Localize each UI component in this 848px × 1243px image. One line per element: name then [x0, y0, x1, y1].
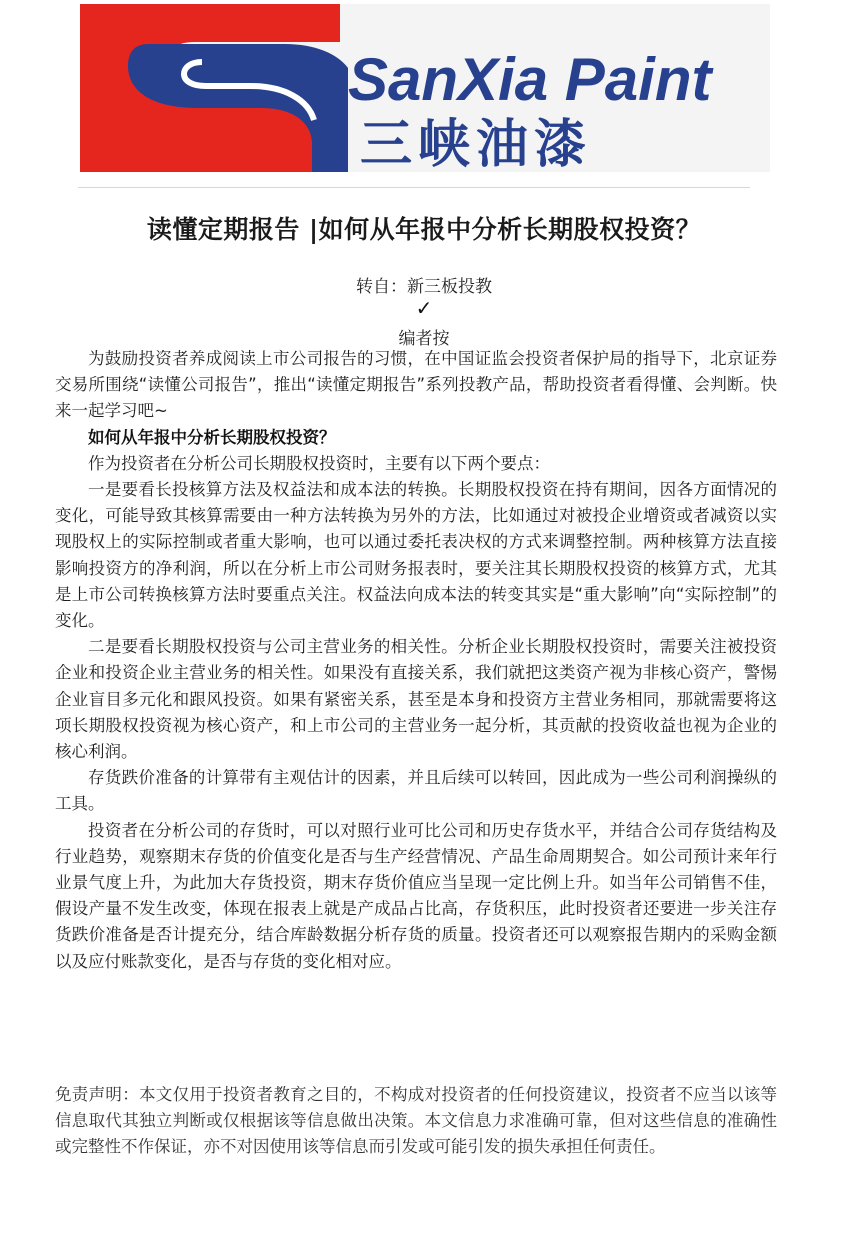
- body-paragraph: 一是要看长投核算方法及权益法和成本法的转换。长期股权投资在持有期间，因各方面情况的变化，可能导致其核算需要由一种方法转换为另外的方法，比如通过对被投企业增资或者减资以实现股权上的实际控制或者重大影响，也可以通过委托表决权的方式来调整控制。两种核算方法直接影响投资方的净利润，所以在分析上市公司财务报表时，要关注其长期股权投资的核算方式，尤其是上市公司转换核算方法时要重点关注。权益法向成本法的转变其实是“重大影响”向“实际控制”的变化。: [55, 480, 777, 631]
- intro-paragraph: 为鼓励投资者养成阅读上市公司报告的习惯，在中国证监会投资者保护局的指导下，北京证券交易所围绕“读懂公司报告”，推出“读懂定期报告”系列投教产品，帮助投资者看得懂、会判断。快来一起学习吧~: [55, 349, 777, 421]
- section-heading: 如何从年报中分析长期股权投资？: [88, 427, 336, 447]
- brand-name: SanXia Paint: [348, 46, 712, 113]
- disclaimer-text: 免责声明：本文仅用于投资者教育之目的，不构成对投资者的任何投资建议，投资者不应当以该等信息取代其独立判断或仅根据该等信息做出决策。本文信息力求准确可靠，但对这些信息的准确性或完整性不作保证，亦不对因使用该等信息而引发或可能引发的损失承担任何责任。: [55, 1085, 777, 1157]
- disclaimer: [55, 1082, 777, 1161]
- sanxia-paint-banner: [80, 4, 770, 172]
- body-paragraph: 投资者在分析公司的存货时，可以对照行业可比公司和历史存货水平，并结合公司存货结构及行业趋势，观察期末存货的价值变化是否与生产经营情况、产品生命周期契合。如公司预计来年行业景气度上升，为此加大存货投资，期末存货价值应当呈现一定比例上升。如当年公司销售不佳，假设产量不发生改变，体现在报表上就是产成品占比高，存货积压，此时投资者还要进一步关注存货跌价准备是否计提充分，结合库龄数据分析存货的质量。投资者还可以观察报告期内的采购金额以及应付账款变化，是否与存货的变化相对应。: [55, 820, 777, 971]
- article-body: [55, 346, 777, 975]
- sanxia-paint-logo: [80, 4, 770, 172]
- body-paragraph: 作为投资者在分析公司长期股权投资时，主要有以下两个要点：: [88, 453, 550, 473]
- article-title: 读懂定期报告 |如何从年报中分析长期股权投资？: [146, 215, 702, 244]
- editor-note-label: 编者按: [398, 329, 450, 349]
- header-divider: [78, 187, 750, 188]
- article-source: 转自：新三板投教: [356, 277, 492, 297]
- brand-name-cn: 三峡油漆: [360, 115, 593, 172]
- body-paragraph: 二是要看长期股权投资与公司主营业务的相关性。分析企业长期股权投资时，需要关注被投资企业和投资企业主营业务的相关性。如果没有直接关系，我们就把这类资产视为非核心资产，警惕企业盲目多元化和跟风投资。如果有紧密关系，甚至是本身和投资方主营业务相同，那就需要将这项长期股权投资视为核心资产，和上市公司的主营业务一起分析，其贡献的投资收益也视为企业的核心利润。: [55, 637, 777, 762]
- body-paragraph: 存货跌价准备的计算带有主观估计的因素，并且后续可以转回，因此成为一些公司利润操纵的工具。: [55, 768, 777, 814]
- check-icon: ✓: [415, 296, 433, 320]
